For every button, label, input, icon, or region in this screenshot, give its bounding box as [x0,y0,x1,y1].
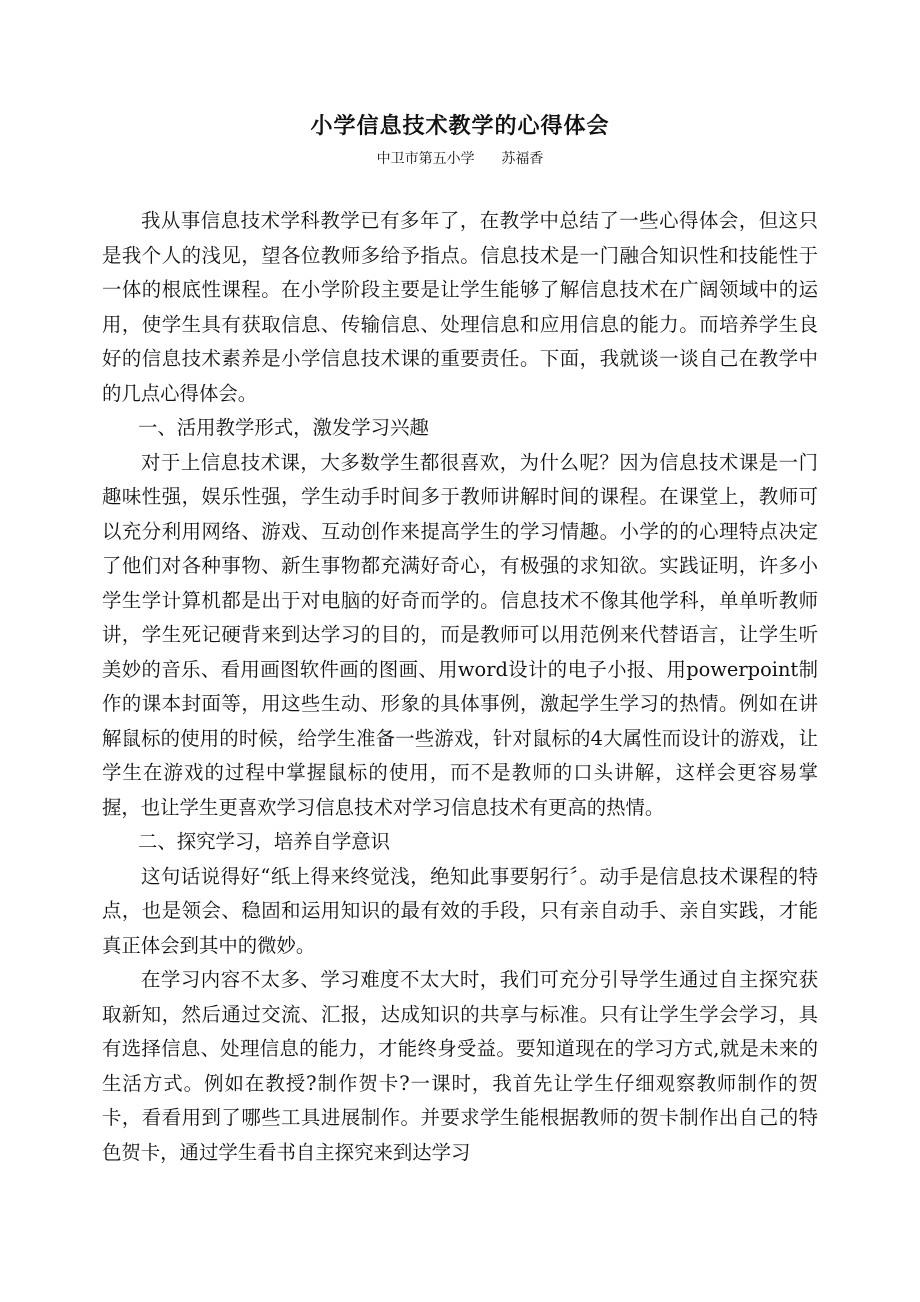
paragraph-intro: 我从事信息技术学科教学已有多年了，在教学中总结了一些心得体会，但这只是我个人的浅见，望各位教师多给予指点。信息技术是一门融合知识性和技能性于一体的根底性课程。在小学阶段主要是让学生能够了解信息技术在广阔领域中的运用，使学生具有获取信息、传输信息、处理信息和应用信息的能力。而培养学生良好的信息技术素养是小学信息技术课的重要责任。下面，我就谈一谈自己在教学中的几点心得体会。 [102,209,818,405]
paragraph-section-2b: 在学习内容不太多、学习难度不太大时，我们可充分引导学生通过自主探究获取新知，然后通过交流、汇报，达成知识的共享与标准。只有让学生学会学习，具有选择信息、处理信息的能力，才能终身受益。要知道现在的学习方式,就是未来的生活方式。例如在教授?制作贺卡?一课时，我首先让学生仔细观察教师制作的贺卡，看看用到了哪些工具进展制作。并要求学生能根据教师的贺卡制作出自己的特色贺卡，通过学生看书自主探究来到达学习 [102,968,818,1164]
page-title: 小学信息技术教学的心得体会 [310,113,610,139]
section-heading-1: 一、活用教学形式，激发学习兴趣 [138,416,429,439]
document-body [102,204,818,1170]
paragraph-section-2a: 这句话说得好“纸上得来终觉浅，绝知此事要躬行〞。动手是信息技术课程的特点，也是领会、稳固和运用知识的最有效的手段，只有亲自动手、亲自实践，才能真正体会到其中的微妙。 [102,864,818,957]
section-heading-2: 二、探究学习，培养自学意识 [138,830,391,853]
paragraph-section-1: 对于上信息技术课，大多数学生都很喜欢，为什么呢？因为信息技术课是一门趣味性强，娱乐性强，学生动手时间多于教师讲解时间的课程。在课堂上，教师可以充分利用网络、游戏、互动创作来提高学生的学习情趣。小学的的心理特点决定了他们对各种事物、新生事物都充满好奇心，有极强的求知欲。实践证明，许多小学生学计算机都是出于对电脑的好奇而学的。信息技术不像其他学科，单单听教师讲，学生死记硬背来到达学习的目的，而是教师可以用范例来代替语言，让学生听美妙的音乐、看用画图软件画的图画、用word设计的电子小报、用powerpoint制作的课本封面等，用这些生动、形象的具体事例，激起学生学习的热情。例如在讲解鼠标的使用的时候，给学生准备一些游戏，针对鼠标的4大属性而设计的游戏，让学生在游戏的过程中掌握鼠标的使用，而不是教师的口头讲解，这样会更容易掌握，也让学生更喜欢学习信息技术对学习信息技术有更高的热情。 [102,450,818,819]
author-byline: 中卫市第五小学 苏福香 [376,151,544,167]
